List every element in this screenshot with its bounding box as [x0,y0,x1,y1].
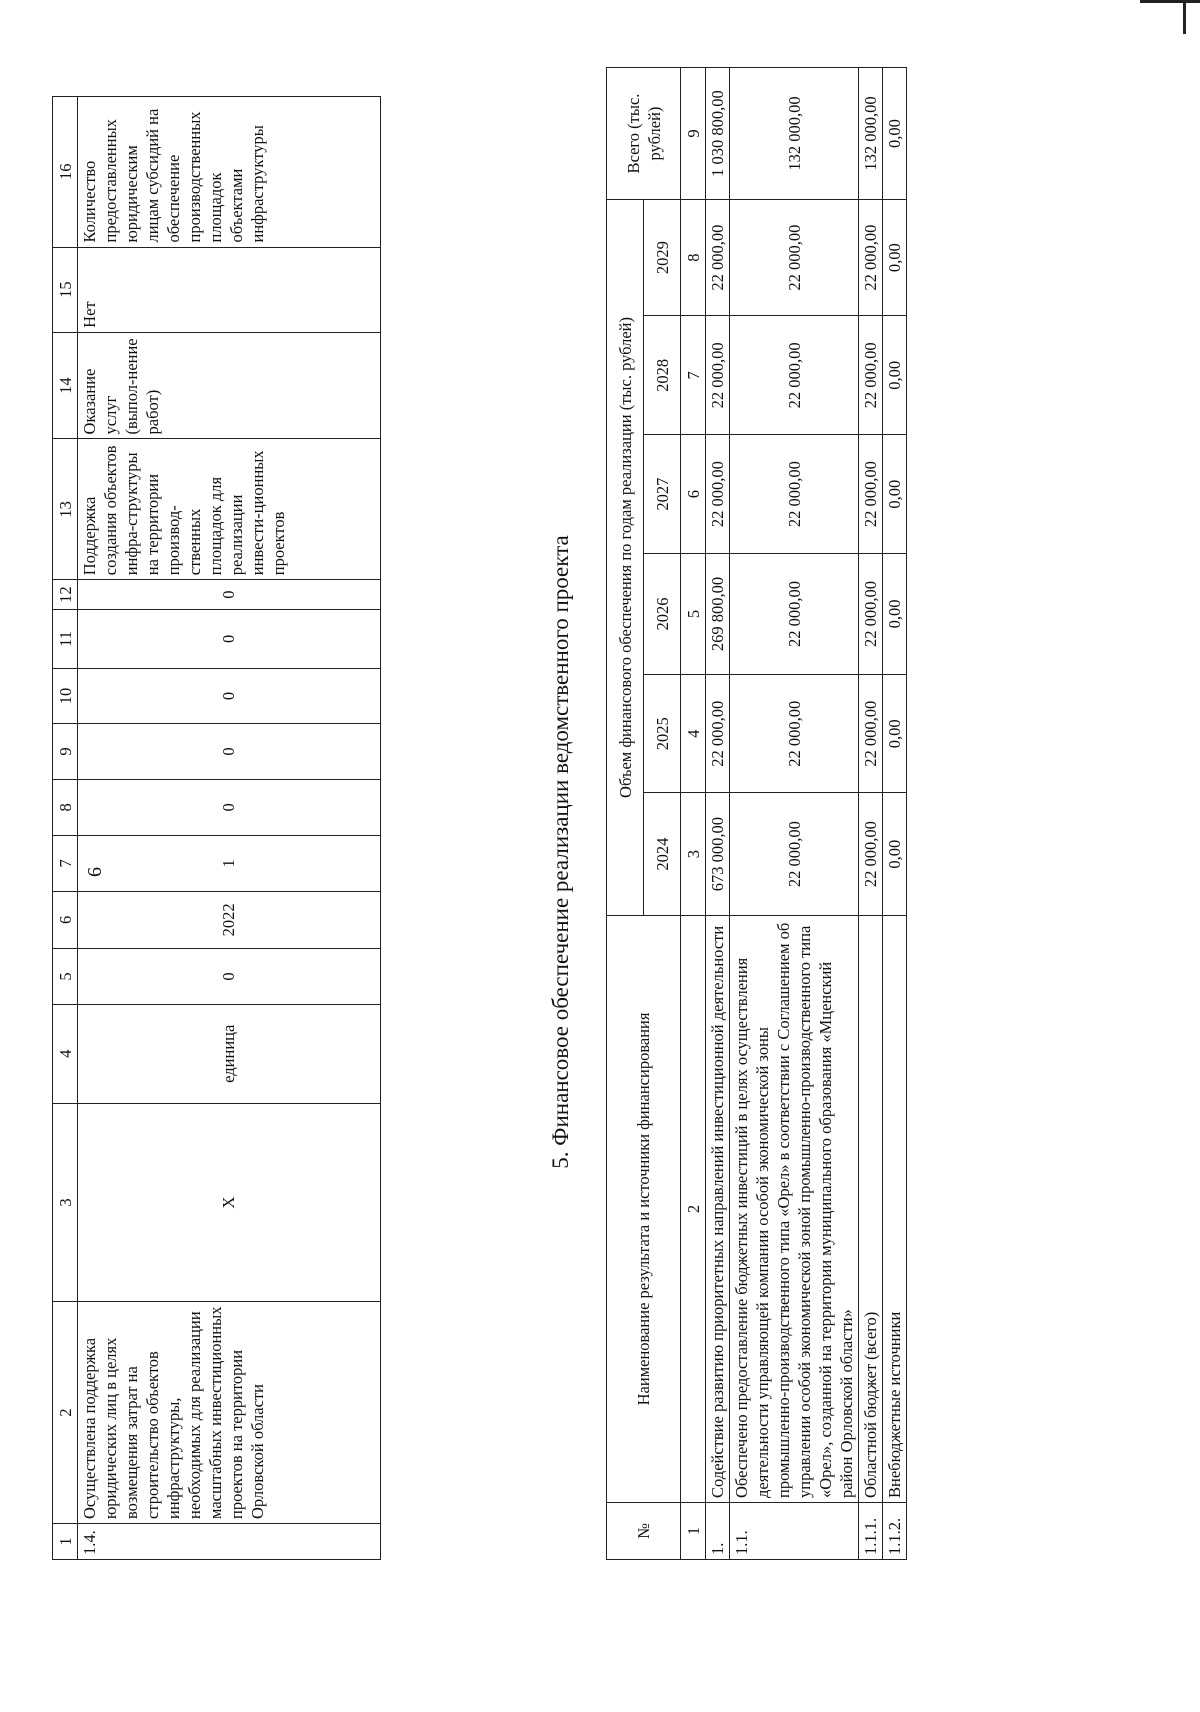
value-cell: 22 000,00 [859,675,883,793]
value-cell: 0,00 [883,675,907,793]
column-number: 3 [681,793,706,915]
column-number: 13 [53,439,78,580]
result-name: Осуществлена поддержка юридических лиц в целях возмещения затрат на строительство объектов инфраструктуры, необходимых для реализации масштабных инвестиционных проектов на территории Орловской области [78,1302,381,1524]
total-cell: 132 000,00 [859,68,883,200]
name-header: Наименование результата и источники финансирования [607,915,681,1502]
column-number: 9 [53,724,78,779]
finance-column-number-row [681,68,706,1560]
value-cell: 22 000,00 [859,435,883,553]
column-number: 3 [53,1103,78,1301]
cell-col8: 0 [78,779,381,836]
row-name: Внебюджетные источники [883,915,907,1502]
finance-table [606,67,907,1560]
cell-col9: 0 [78,724,381,779]
value-cell: 22 000,00 [730,435,859,553]
total-cell: 132 000,00 [730,68,859,200]
value-cell: 22 000,00 [706,435,730,553]
year-header: 2029 [644,200,681,316]
number-header: № [607,1502,681,1559]
total-cell: 0,00 [883,68,907,200]
row-name: Обеспечено предоставление бюджетных инвестиций в целях осуществления деятельности управляющей компании особой экономической зоны промышленно-производственного типа «Орел» в соответствии с Соглашением об управлении особой экономической зоной промышленно-производственного типа «Орел», созданной на территории муниципального образования «Мценский район Орловской области» [730,915,859,1502]
cell-col14: Оказание услуг (выпол-нение работ) [78,332,381,439]
column-number: 4 [681,675,706,793]
cell-col7: 1 [78,836,381,891]
table-row [730,68,859,1560]
page-number: 6 [84,867,106,877]
row-name: Содействие развитию приоритетных направлений инвестиционной деятельности [706,915,730,1502]
year-header: 2028 [644,316,681,435]
column-number: 14 [53,332,78,439]
table-row [859,68,883,1560]
cell-col12: 0 [78,580,381,610]
value-cell: 22 000,00 [859,316,883,435]
total-cell: 1 030 800,00 [706,68,730,200]
value-cell: 22 000,00 [859,793,883,915]
cell-col15: Нет [78,247,381,332]
table-row [883,68,907,1560]
value-cell: 22 000,00 [706,200,730,316]
column-number: 16 [53,97,78,248]
row-number: 1. [706,1502,730,1559]
value-cell: 0,00 [883,435,907,553]
column-number: 12 [53,580,78,610]
cell-col10: 0 [78,668,381,723]
value-cell: 0,00 [883,200,907,316]
column-number: 11 [53,610,78,669]
row-number: 1.1.2. [883,1502,907,1559]
column-number: 8 [681,200,706,316]
cell-col11: 0 [78,610,381,669]
column-number: 1 [681,1502,706,1559]
total-header: Всего (тыс. рублей) [607,68,681,200]
cell-col6: 2022 [78,891,381,949]
value-cell: 22 000,00 [730,553,859,674]
cell-col13: Поддержка создания объектов инфра-структуры на территории производ-ственных площадок для реализации инвести-ционных проектов [78,439,381,580]
column-number-row [53,97,78,1560]
value-cell: 0,00 [883,316,907,435]
year-header: 2025 [644,675,681,793]
column-number: 6 [681,435,706,553]
row-number: 1.1.1. [859,1502,883,1559]
value-cell: 22 000,00 [706,316,730,435]
column-number: 5 [53,949,78,1004]
row-number: 1.4. [78,1524,381,1560]
column-number: 4 [53,1004,78,1103]
column-number: 1 [53,1524,78,1560]
row-number: 1.1. [730,1502,859,1559]
value-cell: 22 000,00 [730,793,859,915]
results-table [52,96,381,1560]
column-number: 2 [681,915,706,1502]
finance-header-row [607,68,644,1560]
column-number: 7 [681,316,706,435]
value-cell: 22 000,00 [859,200,883,316]
unit-cell: единица [78,1004,381,1103]
year-header: 2024 [644,793,681,915]
cell-col16: Количество предоставленных юридическим лицам субсидий на обеспечение производственных площадок объектами инфраструктуры [78,97,381,248]
value-cell: 22 000,00 [730,316,859,435]
value-cell: 673 000,00 [706,793,730,915]
year-header: 2026 [644,553,681,674]
table-row [78,97,381,1560]
row-name: Областной бюджет (всего) [859,915,883,1502]
column-number: 6 [53,891,78,949]
section-title: 5. Финансовое обеспечение реализации ведомственного проекта [548,535,573,1169]
value-cell: 22 000,00 [706,675,730,793]
cell-col3: Х [78,1103,381,1301]
value-cell: 0,00 [883,553,907,674]
column-number: 9 [681,68,706,200]
value-cell: 22 000,00 [730,675,859,793]
column-number: 15 [53,247,78,332]
column-number: 2 [53,1302,78,1524]
value-cell: 0,00 [883,793,907,915]
column-number: 10 [53,668,78,723]
volume-header: Объем финансового обеспечения по годам реализации (тыс. рублей) [607,200,644,916]
table-row [706,68,730,1560]
column-number: 8 [53,779,78,836]
value-cell: 269 800,00 [706,553,730,674]
year-header: 2027 [644,435,681,553]
value-cell: 22 000,00 [859,553,883,674]
column-number: 5 [681,553,706,674]
column-number: 7 [53,836,78,891]
value-cell: 22 000,00 [730,200,859,316]
cell-col5: 0 [78,949,381,1004]
